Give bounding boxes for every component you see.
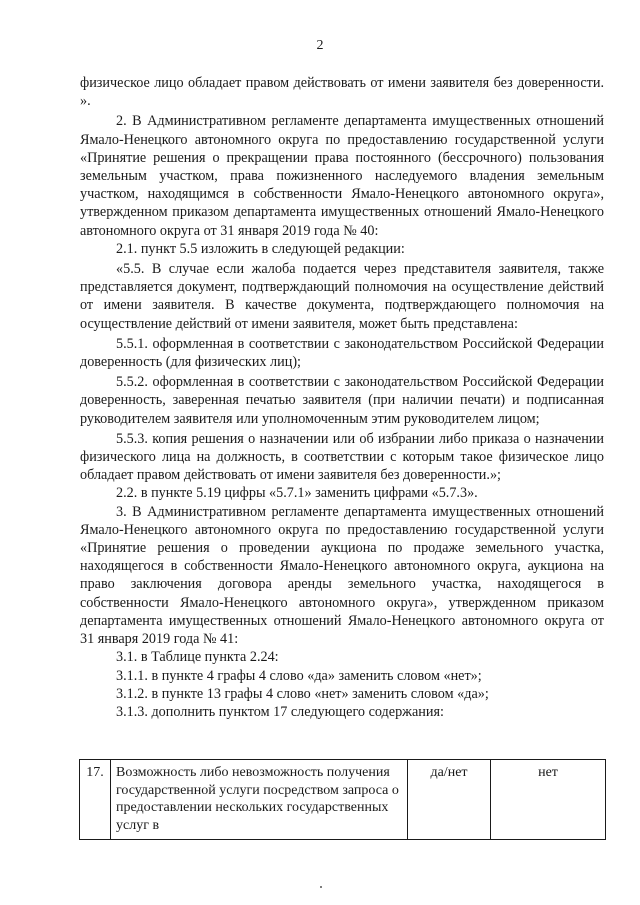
table-cell-description: Возможность либо невозможность получения государственной услуги посредством запроса о предоставлении нескольких государственных услуг в xyxy=(111,760,408,840)
table-cell-options: да/нет xyxy=(408,760,491,840)
paragraph-continuation: физическое лицо обладает правом действовать от имени заявителя без доверенности. ». xyxy=(80,75,604,110)
paragraph-item-2: 2. В Административном регламенте департамента имущественных отношений Ямало-Ненецкого автономного округа по предоставлению государственной услуги «Принятие решения о прекращении права постоянного (бессрочного) пользования земельным участком, права пожизненного наследуемого владения земельным участком, находящимся в собственности Ямало-Ненецкого автономного округа», утвержденном приказом департамента имущественных отношений Ямало-Ненецкого автономного округа от 31 января 2019 года № 40: xyxy=(80,113,604,239)
paragraph-item-3-1-2: 3.1.2. в пункте 13 графы 4 слово «нет» заменить словом «да»; xyxy=(116,685,489,702)
paragraph-item-3-1-1: 3.1.1. в пункте 4 графы 4 слово «да» заменить словом «нет»; xyxy=(116,667,482,684)
paragraph-item-3-1: 3.1. в Таблице пункта 2.24: xyxy=(116,649,279,666)
paragraph-item-3-1-3: 3.1.3. дополнить пунктом 17 следующего содержания: xyxy=(116,703,444,720)
paragraph-item-5-5-3: 5.5.3. копия решения о назначении или об избрании либо приказа о назначении физического лица на должность, в соответствии с которым такое физическое лицо обладает правом действовать от имени заявителя без доверенности.»; xyxy=(80,430,604,484)
paragraph-item-5-5: «5.5. В случае если жалоба подается через представителя заявителя, также представляется документ, подтверждающий полномочия на осуществление действий от имени заявителя. В качестве документа, подтверждающего полномочия на осуществление действий от имени заявителя, может быть представлена: xyxy=(80,261,604,332)
document-body xyxy=(80,74,604,721)
table-row xyxy=(80,760,606,840)
table-cell-number: 17. xyxy=(80,760,111,840)
table-cell-value: нет xyxy=(491,760,606,840)
paragraph-item-5-5-2: 5.5.2. оформленная в соответствии с законодательством Российской Федерации доверенность, заверенная печатью заявителя (при наличии печати) и подписанная руководителем заявителя или уполномоченным этим руководителем лицом; xyxy=(80,374,604,427)
scan-artifact-dot xyxy=(320,886,322,888)
paragraph-item-3: 3. В Административном регламенте департамента имущественных отношений Ямало-Ненецкого автономного округа по предоставлению государственной услуги «Принятие решения о проведении аукциона по продаже земельного участка, находящегося в собственности Ямало-Ненецкого автономного округа, аукциона на право заключения договора аренды земельного участка, находящегося в собственности Ямало-Ненецкого автономного округа», утвержденном приказом департамента имущественных отношений Ямало-Ненецкого автономного округа от 31 января 2019 года № 41: xyxy=(80,503,604,648)
paragraph-item-2-1: 2.1. пункт 5.5 изложить в следующей редакции: xyxy=(116,240,405,257)
amendment-table xyxy=(79,759,606,840)
paragraph-item-2-2: 2.2. в пункте 5.19 цифры «5.7.1» заменить цифрами «5.7.3». xyxy=(116,485,478,502)
page-number: 2 xyxy=(316,38,324,53)
paragraph-item-5-5-1: 5.5.1. оформленная в соответствии с законодательством Российской Федерации доверенность (для физических лиц); xyxy=(80,335,604,371)
